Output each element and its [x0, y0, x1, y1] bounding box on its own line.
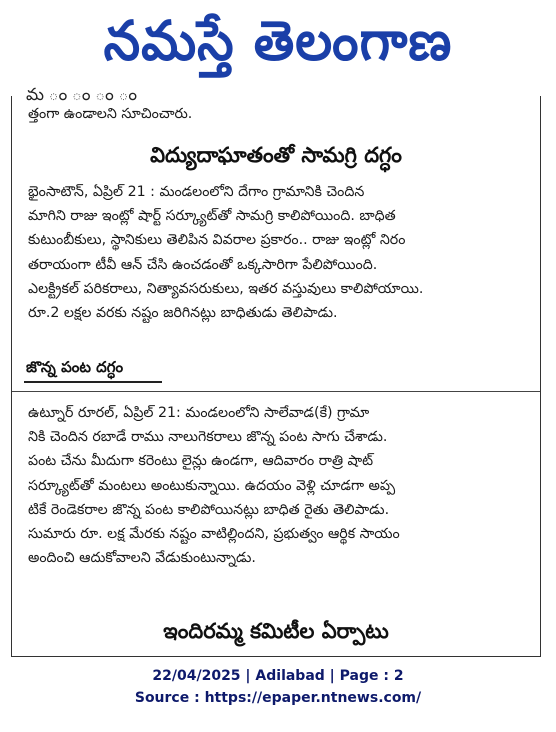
- text-line: అందించి ఆదుకోవాలని వేడుకుంటున్నాడు.: [28, 550, 256, 567]
- text-line: త్తంగా ఉండాలని సూచించారు.: [28, 106, 193, 122]
- text-line: ఎలక్ట్రికల్ పరికరాలు, నిత్యావసరుకులు, ఇతర వస్తువులు కాలిపోయాయి.: [28, 280, 424, 297]
- footer-date-edition: 22/04/2025 | Adilabad | Page : 2: [152, 668, 404, 684]
- article-headline-3: ఇందిరమ్మ కమిటీల ఏర్పాటు: [163, 619, 389, 643]
- section-divider: [12, 391, 540, 392]
- previous-article-tail: [28, 102, 528, 126]
- clipped-text-fragment: మ ం ం ం ం: [26, 85, 138, 105]
- article-subhead-2: జొన్న పంట దగ్ధం: [26, 358, 124, 376]
- masthead: [0, 0, 556, 96]
- text-line: కుటుంబీకులు, స్థానికులు తెలిపిన వివరాల ప్రకారం.. రాజు ఇంట్లో నిరం: [28, 232, 406, 249]
- text-line: భైంసాటౌన్, ఏప్రిల్ 21 : మండలంలోని దేగాం గ్రామానికి చెందిన: [28, 184, 365, 200]
- text-line: టికే రెండెకరాల జొన్న పంట కాలిపోయినట్లు బాధిత రైతు తెలిపాడు.: [28, 501, 390, 518]
- subhead-underline: [24, 381, 162, 383]
- article-headline-1: విద్యుదాఘాతంతో సామగ్రి దగ్ధం: [150, 143, 402, 167]
- newspaper-clipping: [11, 85, 541, 657]
- newspaper-title: నమస్తే తెలంగాణ: [103, 9, 453, 73]
- footer-source: Source : https://epaper.ntnews.com/: [134, 690, 422, 706]
- article-body-1: [28, 180, 528, 325]
- text-line: మాగిని రాజు ఇంట్లో షార్ట్ సర్క్యూట్‌తో సామగ్రి కాలిపోయింది. బాధిత: [28, 208, 396, 225]
- text-line: ఉట్నూర్ రూరల్, ఏప్రిల్ 21: మండలంలోని సాలేవాడ(కే) గ్రామా: [28, 405, 370, 421]
- text-line: రూ.2 లక్షల వరకు నష్టం జరిగినట్లు బాధితుడు తెలిపాడు.: [28, 305, 338, 322]
- article-body-2: [28, 401, 528, 570]
- text-line: సర్క్యూట్‌తో మంటలు అంటుకున్నాయి. ఉదయం వెళ్లి చూడగా అప్ప: [28, 477, 396, 494]
- text-line: సుమారు రూ. లక్ష మేరకు నష్టం వాటిల్లిందని, ప్రభుత్వం ఆర్థిక సాయం: [28, 526, 400, 543]
- text-line: తరాయంగా టీవీ ఆన్ చేసి ఉంచడంతో ఒక్కసారిగా పేలిపోయింది.: [28, 256, 378, 273]
- text-line: పంట చేను మీదుగా కరెంటు లైన్లు ఉండగా, ఆదివారం రాత్రి షాట్: [28, 453, 374, 470]
- text-line: నికి చెందిన రబాడే రాము నాలుగెకరాలు జొన్న పంట సాగు చేశాడు.: [28, 429, 388, 446]
